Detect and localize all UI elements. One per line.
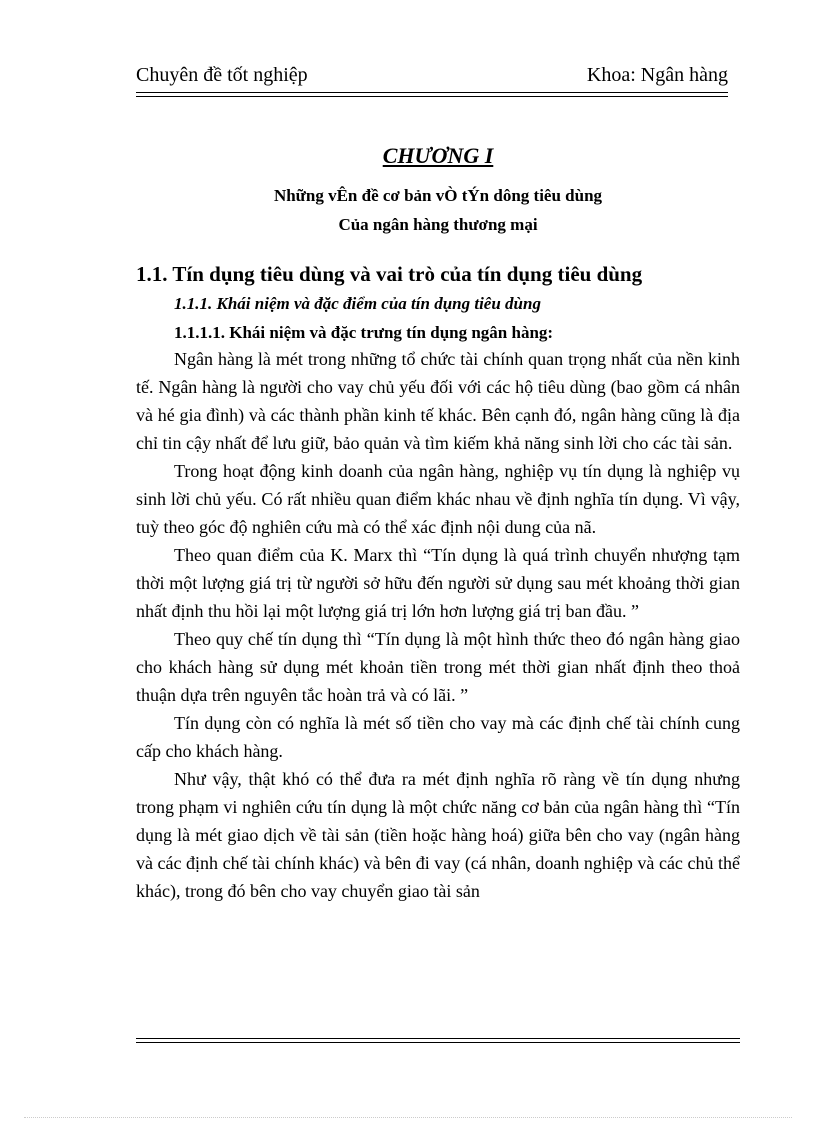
paragraph: Trong hoạt động kinh doanh của ngân hàng, nghiệp vụ tín dụng là nghiệp vụ sinh lời chủ yếu. Có rất nhiều quan điểm khác nhau về định nghĩa tín dụng. Vì vậy, tuỳ theo góc độ nghiên cứu mà có thể xác định nội dung của nã. bbox=[136, 461, 740, 537]
paragraph: Như vậy, thật khó có thể đưa ra mét định nghĩa rõ ràng về tín dụng nhưng trong phạm vi nghiên cứu tín dụng là một chức năng cơ bản của ngân hàng thì “Tín dụng là mét giao dịch về tài sản (tiền hoặc hàng hoá) giữa bên cho vay (ngân hàng và các định chế tài chính khác) và bên đi vay (cá nhân, doanh nghiệp và các chủ thể khác), trong đó bên cho vay chuyển giao tài sản bbox=[136, 769, 740, 901]
section-heading-1-1-1-1: 1.1.1.1. Khái niệm và đặc trưng tín dụng ngân hàng: bbox=[174, 323, 554, 342]
chapter-title: CHƯƠNG I bbox=[382, 143, 494, 168]
paragraph: Tín dụng còn có nghĩa là mét số tiền cho vay mà các định chế tài chính cung cấp cho khách hàng. bbox=[136, 713, 740, 761]
page-edge-divider bbox=[24, 1117, 792, 1118]
chapter-subtitle-1: Những vÊn đề cơ bản vÒ tÝn dông tiêu dùng bbox=[273, 186, 603, 205]
section-heading-1-1: 1.1. Tín dụng tiêu dùng và vai trò của tín dụng tiêu dùng bbox=[136, 262, 643, 286]
page-header bbox=[136, 60, 728, 94]
header-thesis-label: Chuyên đề tốt nghiệp bbox=[136, 64, 308, 86]
paragraph: Theo quan điểm của K. Marx thì “Tín dụng là quá trình chuyển nhượng tạm thời một lượng giá trị từ người sở hữu đến người sử dụng sau mét khoảng thời gian nhất định thu hồi lại một lượng giá trị lớn hơn lượng giá trị ban đầu. ” bbox=[136, 545, 740, 621]
footer-rule bbox=[136, 1038, 740, 1043]
header-faculty-label: Khoa: Ngân hàng bbox=[586, 64, 728, 86]
section-heading-1-1-1: 1.1.1. Khái niệm và đặc điểm của tín dụng tiêu dùng bbox=[174, 294, 541, 313]
paragraph: Theo quy chế tín dụng thì “Tín dụng là một hình thức theo đó ngân hàng giao cho khách hàng sử dụng mét khoản tiền trong mét thời gian nhất định theo thoả thuận dựa trên nguyên tắc hoàn trả và có lãi. ” bbox=[136, 629, 740, 705]
header-rule bbox=[136, 92, 728, 97]
paragraph: Ngân hàng là mét trong những tổ chức tài chính quan trọng nhất của nền kinh tế. Ngân hàng là người cho vay chủ yếu đối với các hộ tiêu dùng (bao gồm cá nhân và hé gia đình) và các thành phần kinh tế khác. Bên cạnh đó, ngân hàng cũng là địa chỉ tin cậy nhất để lưu giữ, bảo quản và tìm kiếm khả năng sinh lời cho các tài sản. bbox=[136, 349, 740, 453]
chapter-subtitle-2: Của ngân hàng thương mại bbox=[338, 215, 538, 234]
body-text bbox=[136, 345, 740, 905]
